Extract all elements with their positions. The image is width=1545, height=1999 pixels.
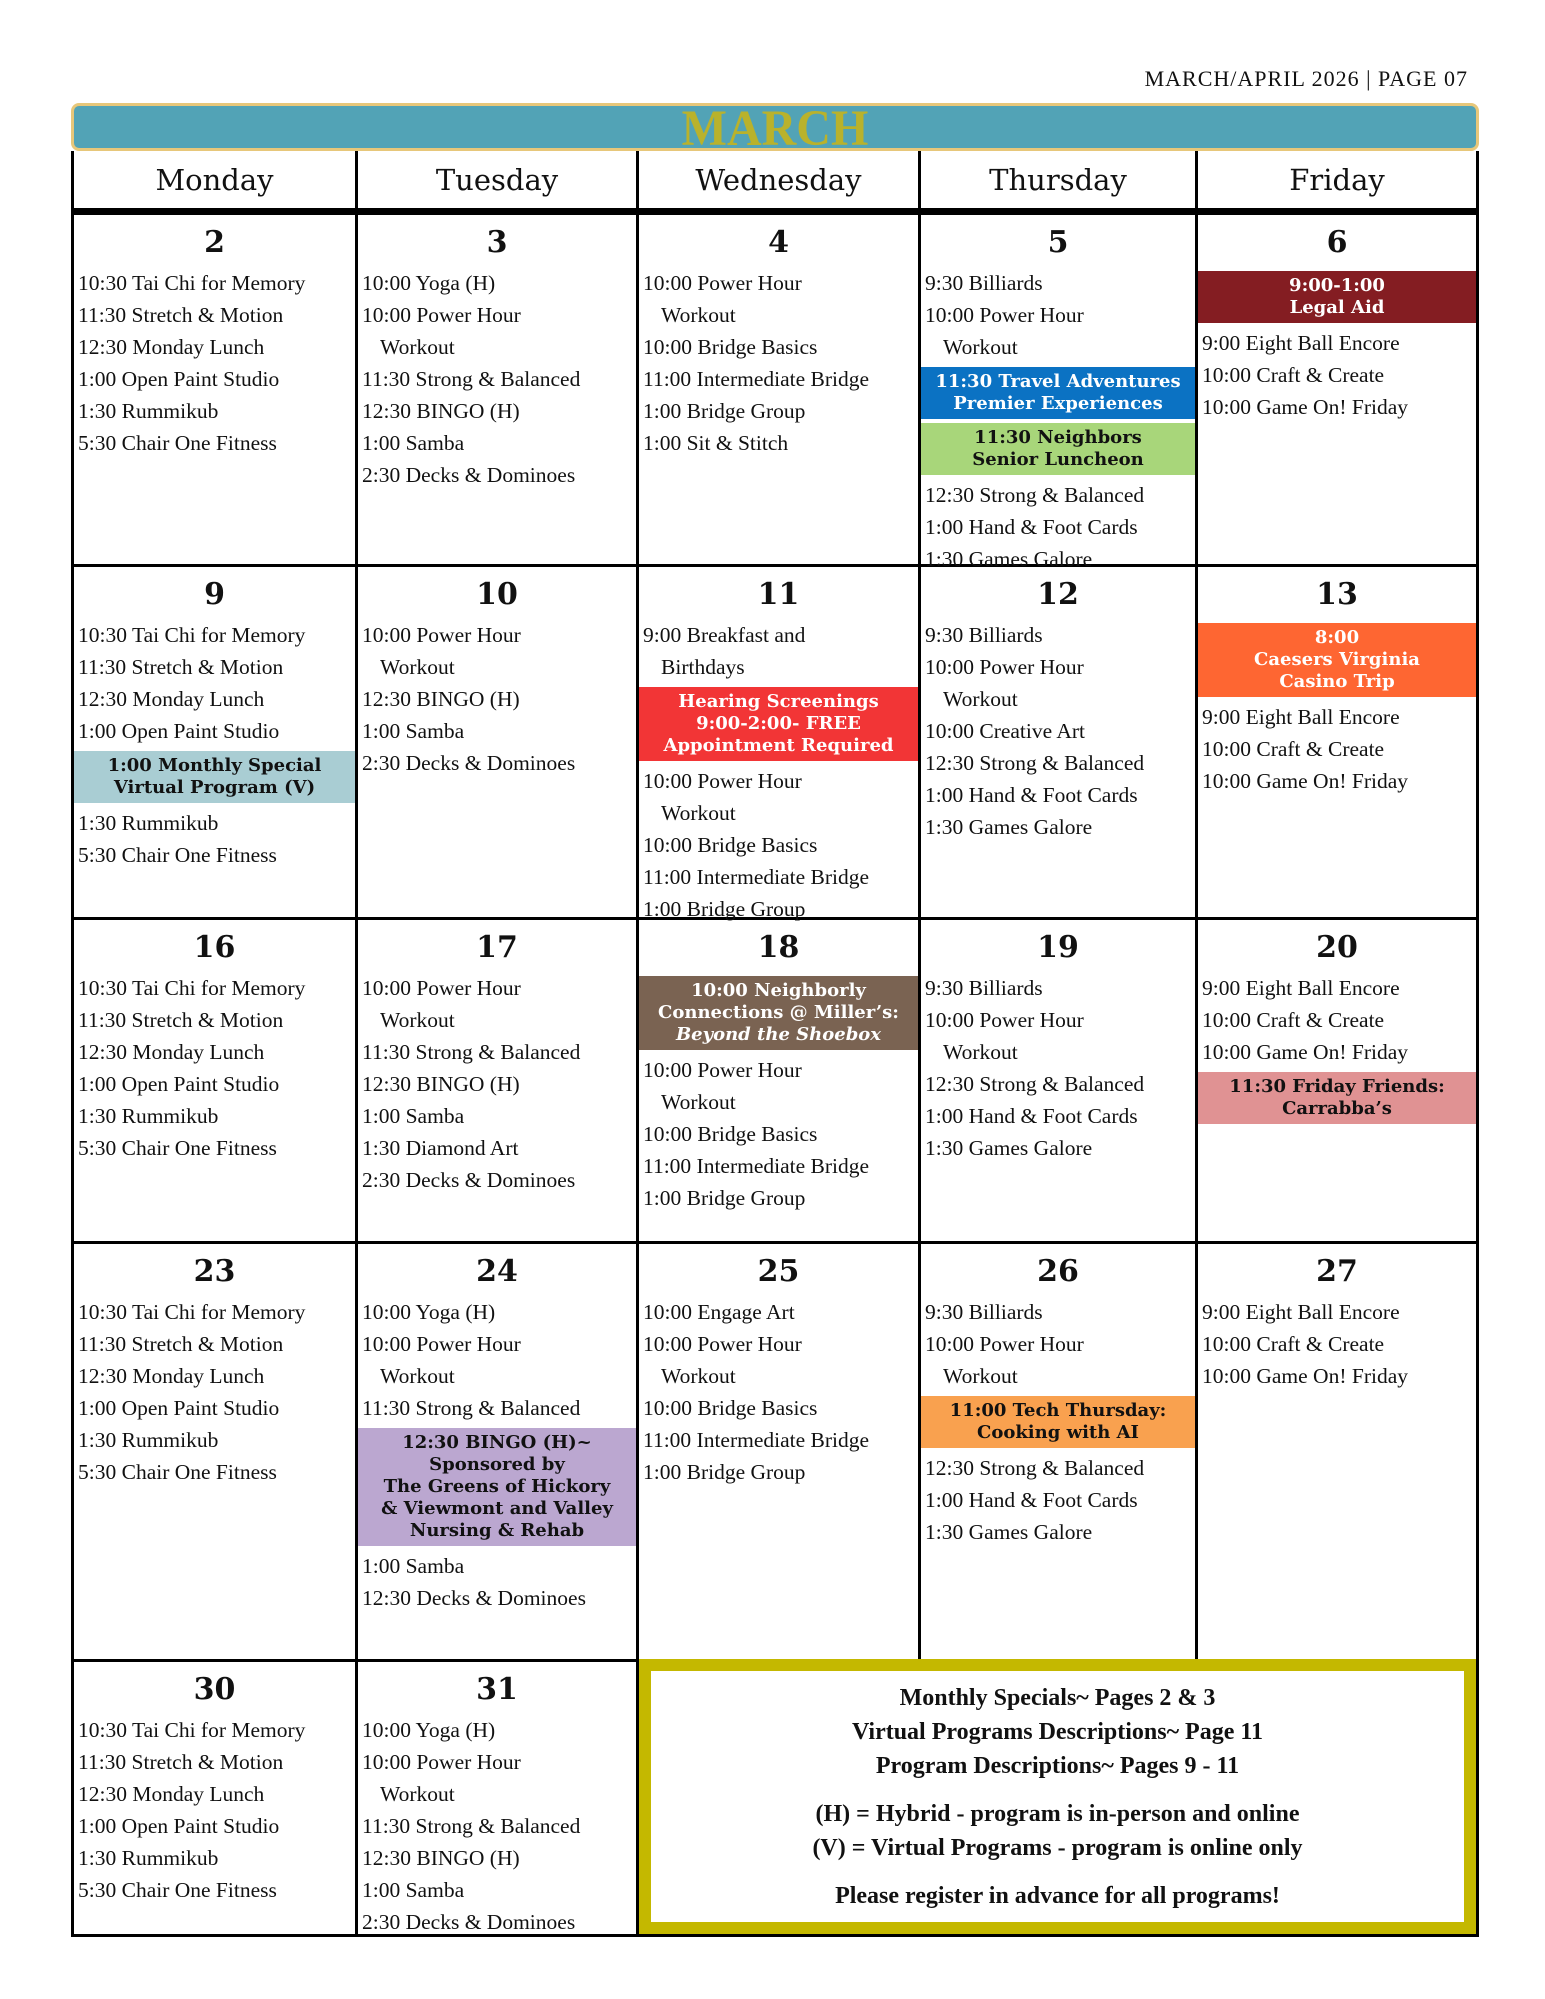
event-item: 12:30 Strong & Balanced [925, 483, 1145, 507]
page-header: MARCH/APRIL 2026 | PAGE 07 [1144, 66, 1468, 91]
event-continuation: Workout [943, 687, 1018, 711]
day-number: 9 [204, 577, 225, 612]
event-list [358, 619, 636, 779]
day-number: 18 [757, 930, 800, 965]
event-item: 1:00 Open Paint Studio [78, 1814, 280, 1838]
event-item: 10:00 Game On! Friday [1202, 1040, 1409, 1064]
event-item: 9:00 Eight Ball Encore [1202, 1300, 1400, 1324]
day-cell [74, 920, 358, 1241]
event-item: 11:30 Stretch & Motion [78, 655, 284, 679]
event-item: 1:00 Samba [362, 1104, 465, 1128]
day-number: 11 [757, 577, 800, 612]
event-item: 10:00 Bridge Basics [643, 833, 818, 857]
day-number: 13 [1316, 577, 1358, 612]
highlighted-event-line: 9:00-1:00 [1289, 275, 1385, 296]
event-item: 11:30 Strong & Balanced [362, 367, 581, 391]
highlighted-event-line: 1:00 Monthly Special [107, 755, 322, 776]
event-item: 5:30 Chair One Fitness [78, 1136, 277, 1160]
event-item: 9:30 Billiards [925, 271, 1043, 295]
event-list [639, 976, 918, 1214]
event-item: 10:30 Tai Chi for Memory [78, 976, 306, 1000]
event-continuation: Workout [661, 801, 736, 825]
day-number: 2 [204, 225, 225, 260]
day-cell [921, 215, 1198, 571]
highlighted-event-line: Virtual Program (V) [113, 777, 316, 798]
event-item: 11:00 Intermediate Bridge [643, 865, 870, 889]
event-item: 5:30 Chair One Fitness [78, 1460, 277, 1484]
event-list [358, 267, 636, 491]
event-item: 10:00 Power Hour [925, 303, 1084, 327]
event-item: 10:00 Game On! Friday [1202, 769, 1409, 793]
event-list [1198, 972, 1476, 1124]
highlighted-event-line: Casino Trip [1279, 671, 1395, 692]
event-item: 11:00 Intermediate Bridge [643, 1428, 870, 1452]
event-item: 12:30 Strong & Balanced [925, 751, 1145, 775]
event-item: 10:00 Power Hour [643, 1332, 802, 1356]
highlighted-event-line: Cooking with AI [977, 1422, 1139, 1443]
event-item: 1:00 Bridge Group [643, 1186, 806, 1210]
note-virtual-programs: Virtual Programs Descriptions~ Page 11 [851, 1718, 1264, 1745]
event-item: 10:00 Creative Art [925, 719, 1086, 743]
weekday-header-row [71, 151, 1479, 215]
event-item: 10:00 Power Hour [643, 1058, 802, 1082]
day-number: 12 [1037, 577, 1079, 612]
day-cell [74, 567, 358, 917]
event-list [1198, 623, 1476, 797]
event-item: 1:00 Open Paint Studio [78, 367, 280, 391]
day-cell [921, 920, 1198, 1241]
event-list [921, 972, 1195, 1164]
event-item: 12:30 Monday Lunch [78, 1364, 265, 1388]
event-list [358, 1296, 636, 1614]
day-cell [1198, 215, 1476, 564]
event-list [74, 1296, 355, 1488]
event-item: 11:00 Intermediate Bridge [643, 367, 870, 391]
highlighted-event-line: The Greens of Hickory [383, 1476, 611, 1497]
highlighted-event [1198, 1072, 1476, 1124]
event-item: 12:30 BINGO (H) [362, 1846, 520, 1870]
event-continuation: Workout [661, 1364, 736, 1388]
highlighted-event [74, 751, 355, 803]
event-item: 10:00 Power Hour [362, 1750, 521, 1774]
event-item: 9:00 Breakfast and [643, 623, 806, 647]
highlighted-event [639, 976, 918, 1050]
event-item: 10:00 Craft & Create [1202, 1332, 1385, 1356]
day-cell [639, 567, 921, 921]
event-item: 9:30 Billiards [925, 1300, 1043, 1324]
day-number: 3 [486, 225, 508, 260]
day-number: 10 [476, 577, 518, 612]
event-continuation: Workout [380, 1364, 455, 1388]
note-hybrid-legend: (H) = Hybrid - program is in-person and online [815, 1800, 1300, 1827]
event-item: 12:30 Strong & Balanced [925, 1456, 1145, 1480]
event-item: 1:30 Games Galore [925, 547, 1093, 571]
month-title: MARCH [681, 100, 869, 157]
event-item: 1:00 Hand & Foot Cards [925, 1104, 1138, 1128]
highlighted-event [921, 423, 1195, 475]
event-item: 10:00 Yoga (H) [362, 271, 496, 295]
weeks-container [71, 215, 1479, 1937]
event-item: 1:30 Games Galore [925, 1520, 1093, 1544]
day-cell [74, 1662, 358, 1934]
event-item: 10:00 Power Hour [925, 1008, 1084, 1032]
highlighted-event-line: 8:00 [1314, 627, 1360, 648]
highlighted-event-line: 10:00 Neighborly [691, 980, 866, 1001]
month-banner [71, 100, 1479, 157]
day-cell [358, 567, 639, 917]
week-row [71, 1662, 1479, 1937]
calendar-grid [71, 151, 1479, 1937]
event-item: 2:30 Decks & Dominoes [362, 1910, 576, 1934]
event-item: 10:00 Craft & Create [1202, 1008, 1385, 1032]
event-item: 1:00 Sit & Stitch [643, 431, 789, 455]
note-virtual-legend: (V) = Virtual Programs - program is online only [812, 1834, 1303, 1861]
event-list [358, 1714, 636, 1938]
weekday-wednesday: Wednesday [639, 151, 921, 208]
event-item: 10:00 Game On! Friday [1202, 395, 1409, 419]
event-item: 10:00 Power Hour [362, 303, 521, 327]
day-cell [358, 1662, 639, 1934]
weekday-monday: Monday [74, 151, 358, 208]
day-number: 19 [1037, 930, 1079, 965]
event-item: 12:30 Decks & Dominoes [362, 1586, 586, 1610]
event-item: 9:00 Eight Ball Encore [1202, 976, 1400, 1000]
event-item: 10:00 Craft & Create [1202, 363, 1385, 387]
event-item: 1:00 Open Paint Studio [78, 1072, 280, 1096]
note-monthly-specials: Monthly Specials~ Pages 2 & 3 [899, 1684, 1216, 1711]
event-item: 10:00 Bridge Basics [643, 335, 818, 359]
event-list [921, 619, 1195, 843]
event-item: 2:30 Decks & Dominoes [362, 751, 576, 775]
day-number: 17 [476, 930, 518, 965]
event-item: 10:30 Tai Chi for Memory [78, 1718, 306, 1742]
event-list [1198, 1296, 1476, 1392]
event-list [74, 972, 355, 1164]
highlighted-event-line: Senior Luncheon [972, 449, 1144, 470]
event-continuation: Workout [380, 1008, 455, 1032]
event-item: 9:30 Billiards [925, 623, 1043, 647]
weekday-friday: Friday [1289, 162, 1385, 197]
event-item: 1:00 Hand & Foot Cards [925, 515, 1138, 539]
day-number: 25 [757, 1254, 800, 1289]
day-cell [921, 567, 1198, 917]
highlighted-event [358, 1428, 636, 1546]
event-list [639, 267, 918, 459]
event-list [358, 972, 636, 1196]
event-continuation: Workout [380, 335, 455, 359]
event-list [74, 619, 355, 871]
week-row [71, 215, 1479, 571]
highlighted-event-line: 11:30 Travel Adventures [935, 371, 1181, 392]
highlighted-event-line: 11:30 Neighbors [974, 427, 1142, 448]
event-item: 9:00 Eight Ball Encore [1202, 331, 1400, 355]
event-item: 10:00 Yoga (H) [362, 1718, 496, 1742]
event-item: 9:30 Billiards [925, 976, 1043, 1000]
event-item: 1:00 Samba [362, 719, 465, 743]
day-number: 26 [1037, 1254, 1079, 1289]
event-continuation: Workout [661, 303, 736, 327]
event-item: 10:30 Tai Chi for Memory [78, 623, 306, 647]
event-item: 10:30 Tai Chi for Memory [78, 1300, 306, 1324]
event-continuation: Workout [661, 1090, 736, 1114]
event-item: 1:00 Open Paint Studio [78, 719, 280, 743]
note-register: Please register in advance for all programs! [835, 1882, 1280, 1909]
event-item: 10:00 Power Hour [362, 1332, 521, 1356]
event-item: 1:00 Samba [362, 431, 465, 455]
event-item: 12:30 Monday Lunch [78, 1040, 265, 1064]
day-number: 6 [1326, 225, 1348, 260]
event-item: 11:30 Stretch & Motion [78, 303, 284, 327]
day-cell [74, 215, 358, 564]
event-item: 11:30 Strong & Balanced [362, 1814, 581, 1838]
day-number: 27 [1316, 1254, 1358, 1289]
highlighted-event [921, 1396, 1195, 1448]
event-list [639, 619, 918, 925]
highlighted-event-line: Legal Aid [1289, 297, 1385, 318]
event-item: 1:00 Open Paint Studio [78, 1396, 280, 1420]
event-item: 10:30 Tai Chi for Memory [78, 271, 306, 295]
highlighted-event-line: Premier Experiences [953, 393, 1163, 414]
highlighted-event [639, 687, 918, 761]
event-item: 12:30 BINGO (H) [362, 1072, 520, 1096]
event-item: 10:00 Game On! Friday [1202, 1364, 1409, 1388]
day-number: 24 [476, 1254, 518, 1289]
event-item: 5:30 Chair One Fitness [78, 1878, 277, 1902]
day-cell [74, 1244, 358, 1659]
event-item: 1:30 Rummikub [78, 811, 219, 835]
event-item: 10:00 Power Hour [925, 1332, 1084, 1356]
day-number: 30 [193, 1672, 236, 1707]
event-continuation: Workout [943, 335, 1018, 359]
event-continuation: Workout [380, 1782, 455, 1806]
day-cell [639, 920, 921, 1241]
event-item: 10:00 Power Hour [643, 271, 802, 295]
event-item: 11:30 Strong & Balanced [362, 1396, 581, 1420]
notes-cell [639, 1662, 1476, 1934]
event-item: 1:30 Games Galore [925, 1136, 1093, 1160]
event-list [74, 1714, 355, 1906]
day-number: 4 [768, 225, 789, 260]
event-item: 11:30 Stretch & Motion [78, 1008, 284, 1032]
event-item: 2:30 Decks & Dominoes [362, 463, 576, 487]
event-item: 1:00 Hand & Foot Cards [925, 1488, 1138, 1512]
event-item: 12:30 BINGO (H) [362, 687, 520, 711]
event-item: 1:30 Rummikub [78, 1428, 219, 1452]
event-item: 1:00 Bridge Group [643, 897, 806, 921]
event-item: 10:00 Power Hour [925, 655, 1084, 679]
event-item: 1:00 Bridge Group [643, 1460, 806, 1484]
week-row [71, 567, 1479, 920]
highlighted-event-line: 11:30 Friday Friends: [1229, 1076, 1445, 1097]
event-item: 12:30 Monday Lunch [78, 335, 265, 359]
event-item: 1:00 Samba [362, 1878, 465, 1902]
highlighted-event-line: Nursing & Rehab [409, 1520, 585, 1541]
highlighted-event-line: Carrabba’s [1282, 1098, 1392, 1119]
event-continuation: Workout [380, 655, 455, 679]
day-number: 20 [1316, 930, 1358, 965]
event-item: 10:00 Yoga (H) [362, 1300, 496, 1324]
event-item: 11:30 Strong & Balanced [362, 1040, 581, 1064]
note-program-descriptions: Program Descriptions~ Pages 9 - 11 [875, 1752, 1240, 1779]
day-cell [1198, 1244, 1476, 1659]
event-item: 10:00 Craft & Create [1202, 737, 1385, 761]
notes-box [639, 1659, 1476, 1934]
day-cell [1198, 920, 1476, 1241]
event-item: 9:00 Eight Ball Encore [1202, 705, 1400, 729]
event-list [1198, 271, 1476, 423]
event-item: 11:30 Stretch & Motion [78, 1750, 284, 1774]
week-row [71, 1244, 1479, 1662]
day-cell [358, 215, 639, 564]
event-item: 12:30 Monday Lunch [78, 1782, 265, 1806]
event-item: 5:30 Chair One Fitness [78, 431, 277, 455]
event-item: 12:30 BINGO (H) [362, 399, 520, 423]
day-cell [358, 1244, 639, 1659]
day-number: 31 [476, 1672, 518, 1707]
event-item: 1:30 Diamond Art [362, 1136, 519, 1160]
event-item: 1:00 Bridge Group [643, 399, 806, 423]
event-item: 1:30 Rummikub [78, 1104, 219, 1128]
highlighted-event [1198, 623, 1476, 697]
event-item: 1:00 Hand & Foot Cards [925, 783, 1138, 807]
highlighted-event-line: Connections @ Miller’s: [658, 1002, 899, 1023]
day-number: 5 [1047, 225, 1069, 260]
event-item: 2:30 Decks & Dominoes [362, 1168, 576, 1192]
event-item: 10:00 Power Hour [362, 623, 521, 647]
day-number: 23 [193, 1254, 236, 1289]
event-item: 1:30 Rummikub [78, 1846, 219, 1870]
highlighted-event-line: 11:00 Tech Thursday: [949, 1400, 1167, 1421]
event-list [74, 267, 355, 459]
highlighted-event-line: Appointment Required [663, 735, 894, 756]
event-item: 10:00 Engage Art [643, 1300, 795, 1324]
week-row [71, 920, 1479, 1244]
event-item: 12:30 Monday Lunch [78, 687, 265, 711]
event-list [921, 267, 1195, 575]
highlighted-event-line: 12:30 BINGO (H)~ [402, 1432, 592, 1453]
event-continuation: Birthdays [661, 655, 745, 679]
weekday-tuesday: Tuesday [358, 151, 639, 208]
day-cell [639, 215, 921, 564]
event-item: 5:30 Chair One Fitness [78, 843, 277, 867]
weekday-thursday: Thursday [921, 151, 1198, 208]
highlighted-event [1198, 271, 1476, 323]
event-item: 10:00 Bridge Basics [643, 1396, 818, 1420]
day-cell [1198, 567, 1476, 917]
event-list [639, 1296, 918, 1488]
event-item: 1:00 Samba [362, 1554, 465, 1578]
day-cell [358, 920, 639, 1241]
highlighted-event-line: 9:00-2:00- FREE [696, 713, 861, 734]
event-item: 10:00 Bridge Basics [643, 1122, 818, 1146]
highlighted-event-line: Sponsored by [429, 1454, 565, 1475]
event-item: 11:00 Intermediate Bridge [643, 1154, 870, 1178]
event-item: 1:30 Games Galore [925, 815, 1093, 839]
highlighted-event-line: & Viewmont and Valley [381, 1498, 613, 1519]
event-continuation: Workout [943, 1040, 1018, 1064]
event-item: 10:00 Power Hour [643, 769, 802, 793]
day-cell [639, 1244, 921, 1659]
event-item: 11:30 Stretch & Motion [78, 1332, 284, 1356]
day-number: 16 [193, 930, 236, 965]
event-item: 10:00 Power Hour [362, 976, 521, 1000]
highlighted-event-line: Hearing Screenings [678, 691, 879, 712]
highlighted-event-subtitle: Beyond the Shoebox [675, 1024, 882, 1045]
event-list [921, 1296, 1195, 1548]
day-cell [921, 1244, 1198, 1659]
highlighted-event [921, 367, 1195, 419]
highlighted-event-line: Caesers Virginia [1254, 649, 1420, 670]
event-continuation: Workout [943, 1364, 1018, 1388]
event-item: 1:30 Rummikub [78, 399, 219, 423]
event-item: 12:30 Strong & Balanced [925, 1072, 1145, 1096]
